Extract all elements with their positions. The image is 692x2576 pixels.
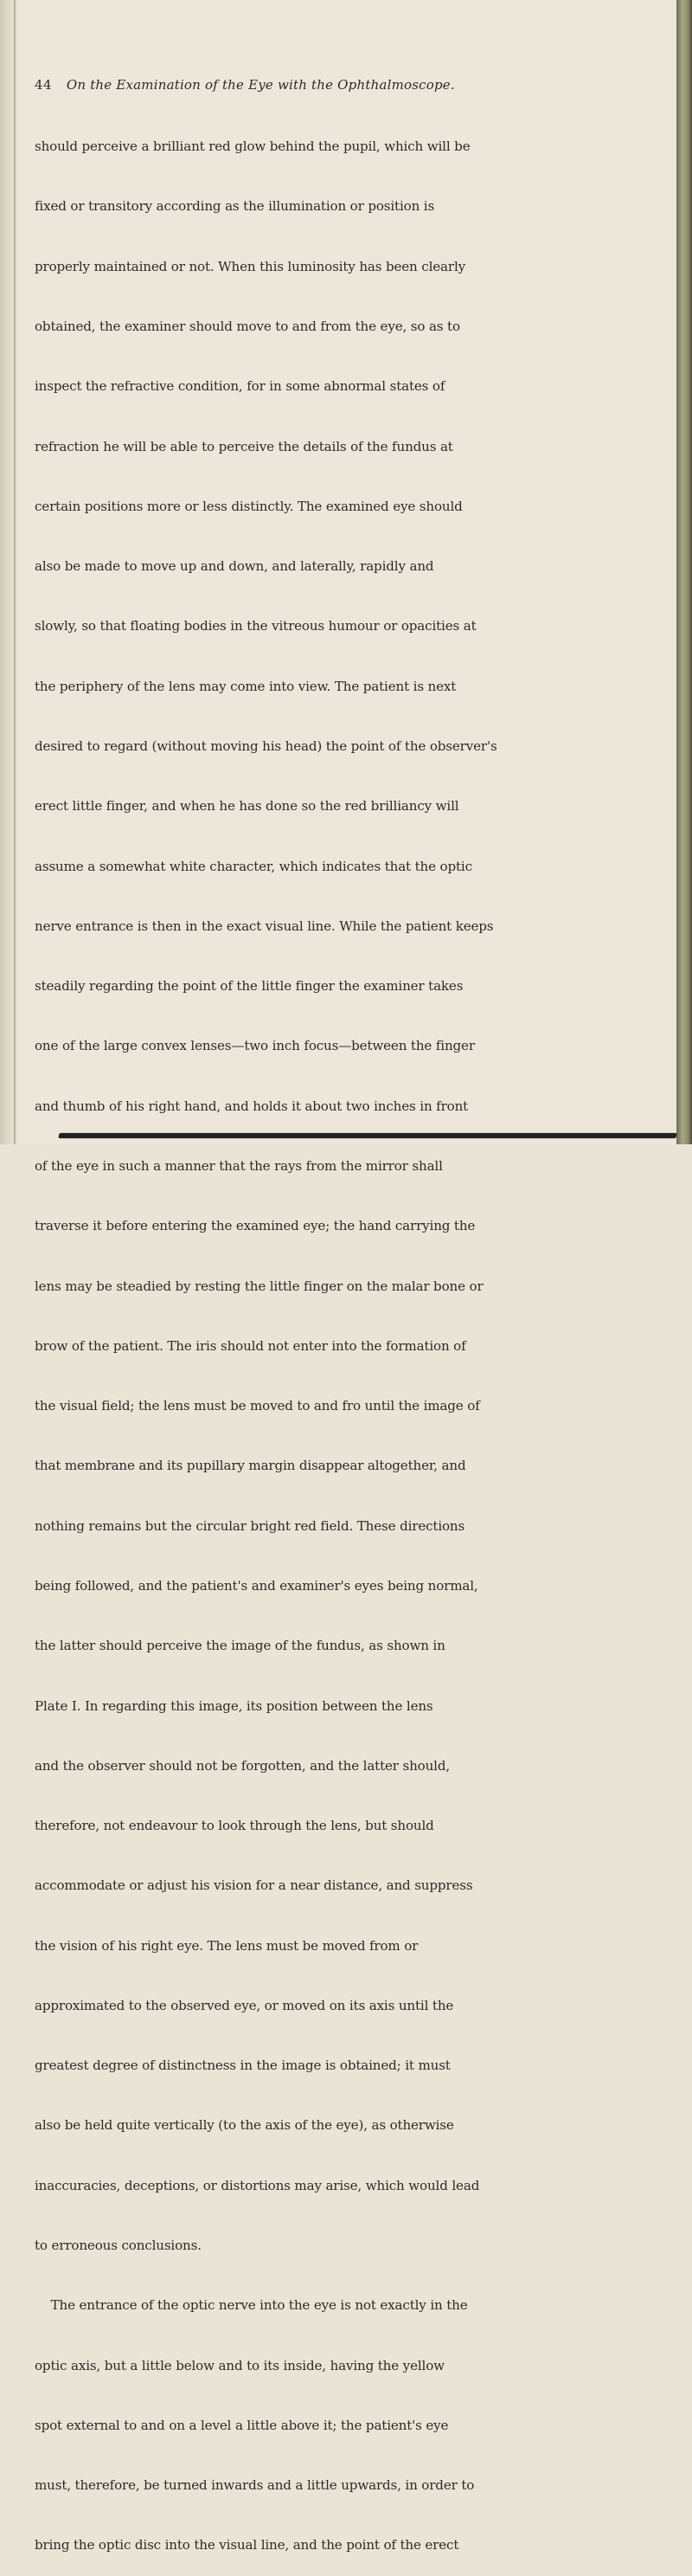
text-line: obtained, the examiner should move to and from the eye, so as to <box>35 319 460 335</box>
text-line: assume a somewhat white character, which indicates that the optic <box>35 858 472 874</box>
text-line: of the eye in such a manner that the rays from the mirror shall <box>35 1157 443 1174</box>
page-header <box>35 71 606 99</box>
page-number: 44 <box>35 77 53 93</box>
text-line: inspect the refractive condition, for in some abnormal states of <box>35 378 445 395</box>
text-line: to erroneous conclusions. <box>35 2238 202 2254</box>
text-line: greatest degree of distinctness in the image is obtained; it must <box>35 2058 451 2074</box>
text-line: also be made to move up and down, and laterally, rapidly and <box>35 558 434 575</box>
text-line: properly maintained or not. When this luminosity has been clearly <box>35 258 466 274</box>
text-line: also be held quite vertically (to the axis of the eye), as otherwise <box>35 2117 454 2134</box>
text-line: the vision of his right eye. The lens must be moved from or <box>35 1937 419 1954</box>
body-text <box>35 97 607 2576</box>
text-line: the periphery of the lens may come into view. The patient is next <box>35 678 457 694</box>
text-line: therefore, not endeavour to look through the lens, but should <box>35 1818 434 1834</box>
text-line: inaccuracies, deceptions, or distortions may arise, which would lead <box>35 2177 480 2193</box>
text-line: erect little finger, and when he has done so the red brilliancy will <box>35 798 459 815</box>
text-line: slowly, so that floating bodies in the vitreous humour or opacities at <box>35 618 477 634</box>
text-line: accommodate or adjust his vision for a near distance, and suppress <box>35 1877 473 1894</box>
text-line: nerve entrance is then in the exact visual line. While the patient keeps <box>35 918 494 934</box>
text-line: fixed or transitory according as the illumination or position is <box>35 198 435 215</box>
scan-bottom-edge <box>58 1133 676 1138</box>
text-line: nothing remains but the circular bright red field. These directions <box>35 1517 465 1534</box>
text-line: refraction he will be able to perceive the details of the fundus at <box>35 438 453 454</box>
text-line: desired to regard (without moving his head) the point of the observer's <box>35 738 497 754</box>
text-line: that membrane and its pupillary margin disappear altogether, and <box>35 1458 466 1474</box>
text-line: steadily regarding the point of the little finger the examiner takes <box>35 978 464 995</box>
text-line: the visual field; the lens must be moved to and fro until the image of <box>35 1398 480 1414</box>
text-line: optic axis, but a little below and to its inside, having the yellow <box>35 2357 445 2373</box>
text-line: must, therefore, be turned inwards and a little upwards, in order to <box>35 2477 475 2494</box>
text-line: being followed, and the patient's and examiner's eyes being normal, <box>35 1577 478 1594</box>
text-line: and thumb of his right hand, and holds it about two inches in front <box>35 1098 469 1114</box>
text-line: should perceive a brilliant red glow behind the pupil, which will be <box>35 138 471 155</box>
text-line: The entrance of the optic nerve into the eye is not exactly in the <box>35 2297 468 2314</box>
binding-margin <box>0 0 19 1144</box>
page-edge <box>676 0 692 1144</box>
text-line: bring the optic disc into the visual line, and the point of the erect <box>35 2537 459 2553</box>
text-line: and the observer should not be forgotten, and the latter should, <box>35 1757 451 1774</box>
text-line: spot external to and on a level a little above it; the patient's eye <box>35 2417 449 2433</box>
text-line: the latter should perceive the image of the fundus, as shown in <box>35 1638 445 1654</box>
text-line: lens may be steadied by resting the little finger on the malar bone or <box>35 1278 484 1294</box>
text-line: one of the large convex lenses—two inch focus—between the finger <box>35 1038 475 1054</box>
text-line: brow of the patient. The iris should not enter into the formation of <box>35 1337 466 1354</box>
text-line: approximated to the observed eye, or moved on its axis until the <box>35 1997 454 2013</box>
text-line: certain positions more or less distinctly. The examined eye should <box>35 498 463 514</box>
running-title: On the Examination of the Eye with the Ophthalmoscope. <box>66 77 455 93</box>
text-line: Plate I. In regarding this image, its position between the lens <box>35 1697 433 1714</box>
text-line: traverse it before entering the examined eye; the hand carrying the <box>35 1218 476 1234</box>
